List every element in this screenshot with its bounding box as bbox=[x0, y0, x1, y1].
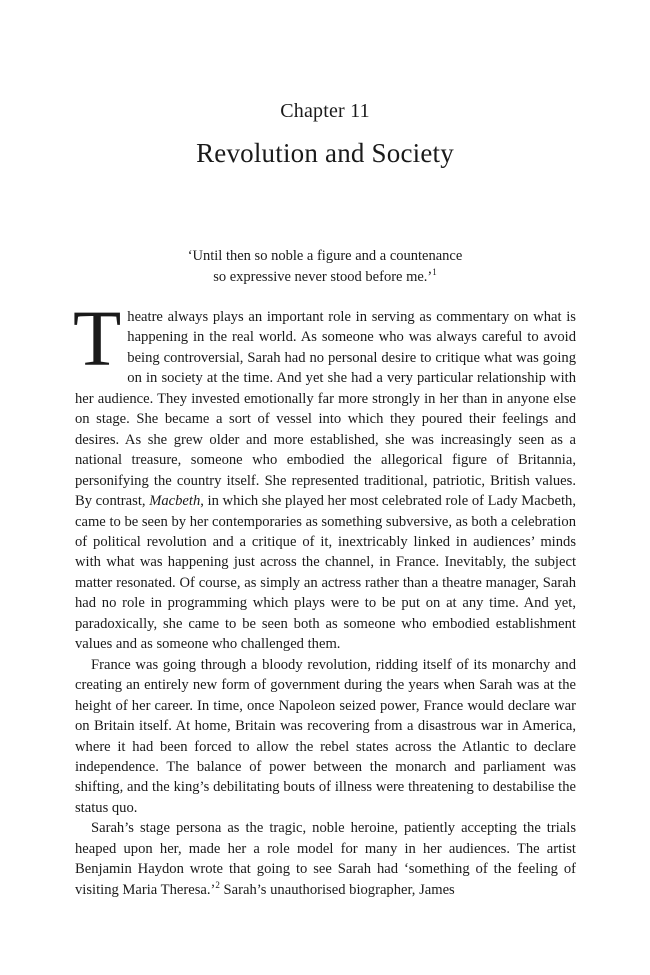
footnote-marker-2: 2 bbox=[215, 879, 220, 890]
paragraph-3 bbox=[75, 818, 576, 900]
epigraph-line-1: ‘Until then so noble a figure and a countenance bbox=[187, 248, 463, 264]
chapter-number: Chapter 11 bbox=[280, 100, 370, 122]
paragraph-1-text-a: heatre always plays an important role in serving as commentary on what is happening in the real world. As someone who was always careful to avoid being controversial, Sarah had no personal desire to critique what was going on in society at the time. And yet she had a very particular relationship with her audience. They invested emotionally far more strongly in her than in anyone else on stage. She became a sort of vessel into which they poured their feelings and desires. As she grew older and more established, she was increasingly seen as a national treasure, someone who embodied the allegorical figure of Britannia, personifying the country itself. She represented traditional, patriotic, British values. By contrast, bbox=[75, 309, 576, 510]
drop-cap: T bbox=[73, 296, 122, 383]
paragraph-1 bbox=[73, 296, 576, 655]
paragraph-3-text-a: Sarah’s stage persona as the tragic, noble heroine, patiently accepting the trials heaped upon her, made her a role model for many in her audiences. The artist Benjamin Haydon wrote that going to see Sarah had ‘something of the feeling of visiting Maria Theresa.’ bbox=[75, 820, 576, 898]
epigraph bbox=[0, 246, 650, 287]
paragraph-2: France was going through a bloody revolution, ridding itself of its monarchy and creating an entirely new form of government during the years when Sarah was at the height of her career. In time, once Napoleon seized power, France would declare war on Britain itself. At home, Britain was recovering from a disastrous war in America, where it had been forced to allow the rebel states across the Atlantic to declare independence. The balance of power between the monarch and parliament was shifting, and the king’s debilitating bouts of illness were threatening to destabilise the status quo. bbox=[75, 656, 576, 816]
paragraph-1-italic-title: Macbeth bbox=[149, 493, 201, 510]
chapter-title: Revolution and Society bbox=[196, 138, 454, 168]
epigraph-line-2-text: so expressive never stood before me.’ bbox=[213, 268, 433, 285]
body-text bbox=[73, 296, 576, 900]
paragraph-1-text-b: , in which she played her most celebrated role of Lady Macbeth, came to be seen by her contemporaries as something subversive, as both a celebration of political revolution and a critique of it, inextricably linked in audiences’ minds with what was happening just across the channel, in France. Inevitably, the subject matter resonated. Of course, as simply an actress rather than a theatre manager, Sarah had no role in programming which plays were to be put on at any time. And yet, paradoxically, she came to be seen both as someone who embodied establishment values and as someone who challenged them. bbox=[75, 493, 576, 653]
footnote-marker-1: 1 bbox=[432, 266, 437, 277]
paragraph-3-text-b: Sarah’s unauthorised biographer, James bbox=[219, 881, 455, 898]
epigraph-line-2 bbox=[0, 267, 650, 288]
